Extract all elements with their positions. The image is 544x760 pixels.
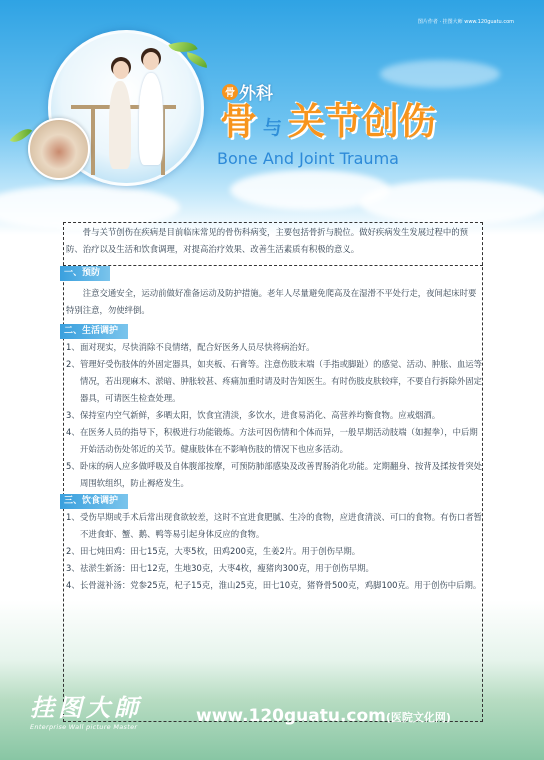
list-number: 3、 bbox=[66, 563, 80, 573]
list-text: 面对现实，尽快消除不良情绪，配合好医务人员尽快将病治好。 bbox=[80, 342, 315, 352]
list-item bbox=[66, 509, 482, 543]
patient-head bbox=[113, 61, 129, 79]
logo-sub-text: Enterprise Wall picture Master bbox=[30, 723, 138, 731]
list-item bbox=[66, 560, 482, 577]
list-item bbox=[66, 543, 482, 560]
section-title-life-care: 二、生活调护 bbox=[60, 324, 128, 339]
subject-text: 外科 bbox=[239, 84, 273, 104]
cloud-decoration bbox=[380, 60, 500, 88]
list-item bbox=[66, 424, 482, 458]
brand-logo bbox=[30, 688, 142, 731]
list-number: 1、 bbox=[66, 512, 80, 522]
prevention-paragraph: 注意交通安全，运动前做好准备运动及防护措施。老年人尽量避免爬高及在湿滑不平处行走，夜间起床时要特别注意，勿使绊倒。 bbox=[66, 288, 477, 315]
list-number: 2、 bbox=[66, 546, 80, 556]
content-text bbox=[66, 224, 482, 594]
list-item bbox=[66, 458, 482, 492]
page-title bbox=[220, 100, 436, 150]
list-item bbox=[66, 339, 482, 356]
section-title-prevention: 一、预防 bbox=[60, 266, 110, 281]
cloud-decoration bbox=[360, 180, 544, 225]
list-text: 保持室内空气新鲜，多晒太阳，饮食宜清淡，多饮水，进食易消化、高营养均衡食物。应戒烟酒。 bbox=[80, 410, 441, 420]
patient-figure bbox=[109, 81, 131, 169]
list-text: 卧床的病人应多做呼吸及自体腹部按摩，可预防肺部感染及改善胃肠消化功能。定期翻身、按背及揉按骨突处周围软组织，防止褥疮发生。 bbox=[80, 461, 482, 488]
section-title-diet-care: 三、饮食调护 bbox=[60, 494, 128, 509]
list-item bbox=[66, 356, 482, 407]
title-part2: 关节创伤 bbox=[288, 100, 437, 143]
website-suffix: (医院文化网) bbox=[385, 711, 451, 724]
list-number: 3、 bbox=[66, 410, 80, 420]
list-number: 4、 bbox=[66, 427, 80, 437]
nurse-figure bbox=[139, 73, 163, 165]
list-text: 祛淤生新汤：田七12克，生地30克，大枣4枚，瘦猪肉300克，用于创伤早期。 bbox=[80, 563, 374, 573]
list-text: 管理好受伤肢体的外固定器具，如夹板、石膏等。注意伤肢末端（手指或脚趾）的感觉、活动、肿胀、血运等情况，若出现麻木、淤暗、肿胀较甚、疼痛加重时请及时告知医生。有时伤肢皮肤较痒，不要自行拆除外固定器具，可请医生检查处理。 bbox=[80, 359, 482, 403]
title-part1: 骨 bbox=[220, 100, 257, 143]
list-item bbox=[66, 407, 482, 424]
soup-bowl-photo bbox=[28, 118, 90, 180]
list-text: 在医务人员的指导下，积极进行功能锻炼。方法可因伤情和个体而异，一般早期活动肢端（如握拳），中后期开始活动伤处邻近的关节。健康肢体在不影响伤肢的情况下也应多活动。 bbox=[80, 427, 478, 454]
list-text: 受伤早期或手术后常出现食欲较差，这时不宜进食肥腻、生冷的食物，应进食清淡、可口的食物。有伤口者暂不进食虾、蟹、鹅、鸭等易引起身体反应的食物。 bbox=[80, 512, 482, 539]
website-url[interactable]: www.120guatu.com bbox=[196, 706, 386, 726]
list-number: 1、 bbox=[66, 342, 80, 352]
top-note: 图片作者 · 挂图大师 www.120guatu.com bbox=[417, 19, 514, 25]
subject-badge: 骨 bbox=[222, 84, 238, 100]
title-conj: 与 bbox=[263, 117, 283, 139]
list-text: 田七炖田鸡：田七15克，大枣5枚，田鸡200克，生姜2片。用于创伤早期。 bbox=[80, 546, 361, 556]
logo-main-text: 挂图大師 bbox=[30, 693, 142, 722]
website-link[interactable] bbox=[196, 706, 451, 726]
list-number: 4、 bbox=[66, 580, 80, 590]
nurse-head bbox=[143, 52, 159, 70]
list-number: 5、 bbox=[66, 461, 80, 471]
title-english: Bone And Joint Trauma bbox=[217, 149, 399, 168]
list-number: 2、 bbox=[66, 359, 80, 369]
list-text: 长骨滋补汤：党参25克，杞子15克，淮山25克，田七10克，猪脊骨500克，鸡脚100克。用于创伤中后期。 bbox=[80, 580, 482, 590]
intro-paragraph: 骨与关节创伤在疾病是目前临床常见的骨伤科病变，主要包括骨折与脱位。做好疾病发生发展过程中的预防、治疗以及生活和饮食调理，对提高治疗效果、改善生活素质有积极的意义。 bbox=[66, 227, 469, 254]
bar-post bbox=[91, 105, 95, 175]
list-item bbox=[66, 577, 482, 594]
